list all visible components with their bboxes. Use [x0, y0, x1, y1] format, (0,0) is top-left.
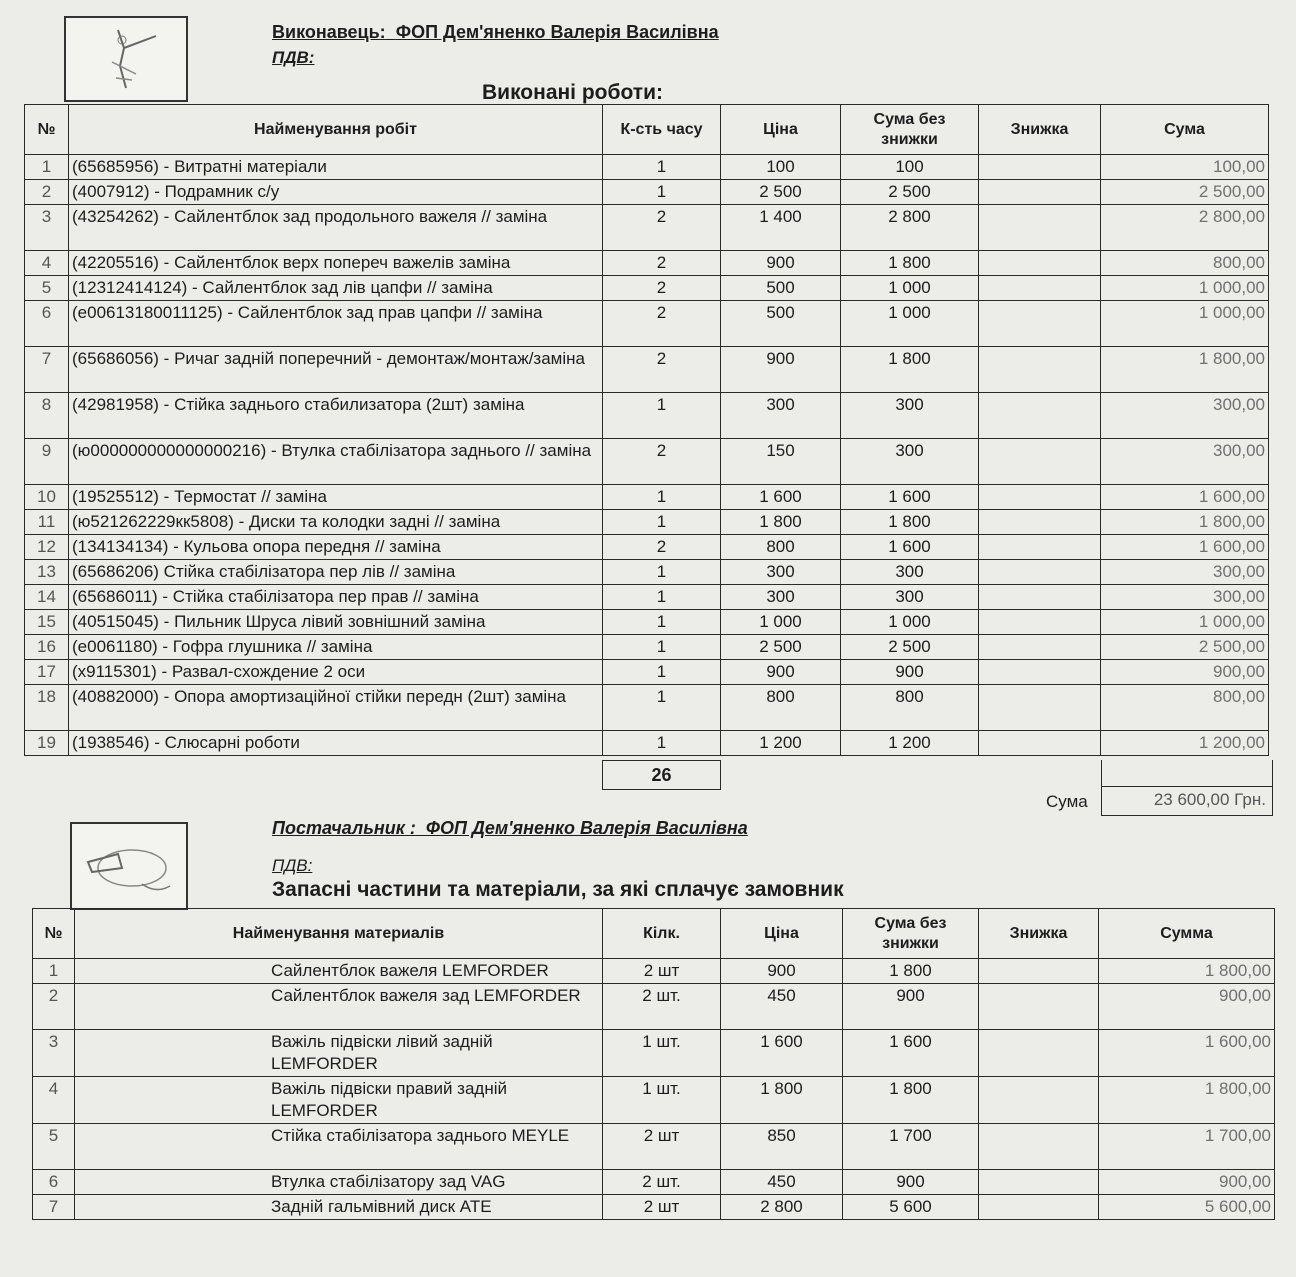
row-name: (ю521262229кк5808) - Диски та колодки задні // заміна [69, 510, 603, 535]
row-number: 11 [25, 510, 69, 535]
supplier-line [272, 818, 748, 839]
row-qty: 2 [603, 439, 721, 485]
row-price: 900 [721, 660, 841, 685]
works-total-hours: 26 [602, 760, 721, 790]
row-name: (12312414124) - Сайлентблок зад лів цапфи // заміна [69, 276, 603, 301]
row-qty: 1 [603, 155, 721, 180]
table-row [25, 439, 1269, 485]
row-number: 3 [33, 1030, 75, 1077]
works-col-discount: Знижка [979, 105, 1101, 155]
materials-col-name: Найменування материалів [75, 909, 603, 959]
sum-box-frame [1101, 760, 1273, 786]
row-number: 6 [33, 1170, 75, 1195]
row-discount [979, 959, 1099, 984]
row-discount [979, 685, 1101, 731]
works-col-name: Найменування робіт [69, 105, 603, 155]
row-sum-no-discount: 1 600 [841, 535, 979, 560]
row-discount [979, 660, 1101, 685]
row-discount [979, 635, 1101, 660]
row-name: Важіль підвіски правий задній LEMFORDER [75, 1077, 603, 1124]
row-qty: 2 шт [603, 1124, 721, 1170]
table-row [25, 610, 1269, 635]
row-discount [979, 393, 1101, 439]
row-sum-no-discount: 5 600 [843, 1195, 979, 1220]
row-name: (40882000) - Опора амортизаційної стійки передн (2шт) заміна [69, 685, 603, 731]
row-qty: 2 шт. [603, 984, 721, 1030]
row-number: 18 [25, 685, 69, 731]
materials-col-price: Ціна [721, 909, 843, 959]
row-qty: 2 шт [603, 1195, 721, 1220]
row-sum: 300,00 [1101, 585, 1269, 610]
works-col-no: № [25, 105, 69, 155]
row-discount [979, 301, 1101, 347]
row-sum-no-discount: 900 [841, 660, 979, 685]
row-sum-no-discount: 2 500 [841, 635, 979, 660]
row-name: Втулка стабілізатору зад VAG [75, 1170, 603, 1195]
row-sum: 900,00 [1099, 1170, 1275, 1195]
row-sum: 300,00 [1101, 393, 1269, 439]
row-qty: 1 [603, 560, 721, 585]
row-name: (65686056) - Ричаг задній поперечний - демонтаж/монтаж/заміна [69, 347, 603, 393]
works-col-qty: К-сть часу [603, 105, 721, 155]
row-number: 17 [25, 660, 69, 685]
table-row [33, 1077, 1275, 1124]
row-qty: 1 [603, 393, 721, 439]
table-row [25, 155, 1269, 180]
row-sum: 1 600,00 [1101, 485, 1269, 510]
row-discount [979, 251, 1101, 276]
table-row [25, 560, 1269, 585]
row-name: (1938546) - Слюсарні роботи [69, 731, 603, 756]
row-discount [979, 485, 1101, 510]
table-row [25, 535, 1269, 560]
row-qty: 2 [603, 301, 721, 347]
row-price: 2 500 [721, 180, 841, 205]
row-price: 900 [721, 251, 841, 276]
row-number: 9 [25, 439, 69, 485]
row-name: (42981958) - Стійка заднього стабилизатора (2шт) заміна [69, 393, 603, 439]
row-qty: 2 [603, 276, 721, 301]
row-sum-no-discount: 300 [841, 439, 979, 485]
supplier-label: Постачальник : [272, 818, 416, 838]
row-number: 4 [25, 251, 69, 276]
row-qty: 1 [603, 585, 721, 610]
row-number: 5 [25, 276, 69, 301]
row-discount [979, 560, 1101, 585]
table-row [25, 510, 1269, 535]
row-sum-no-discount: 300 [841, 585, 979, 610]
works-header-row [25, 105, 1269, 155]
row-name: Сайлентблок важеля зад LEMFORDER [75, 984, 603, 1030]
table-row [25, 301, 1269, 347]
table-row [33, 1124, 1275, 1170]
materials-col-discount: Знижка [979, 909, 1099, 959]
row-number: 13 [25, 560, 69, 585]
row-qty: 1 [603, 610, 721, 635]
row-number: 19 [25, 731, 69, 756]
row-price: 850 [721, 1124, 843, 1170]
row-sum: 1 800,00 [1099, 1077, 1275, 1124]
supplier-logo [70, 822, 188, 910]
row-name: Важіль підвіски лівий задній LEMFORDER [75, 1030, 603, 1077]
materials-col-sum: Сумма [1099, 909, 1275, 959]
table-row [25, 585, 1269, 610]
row-price: 1 400 [721, 205, 841, 251]
works-title: Виконані роботи: [482, 81, 663, 104]
row-qty: 2 [603, 251, 721, 276]
materials-table [32, 908, 1275, 1220]
row-discount [979, 439, 1101, 485]
row-number: 6 [25, 301, 69, 347]
row-discount [979, 1030, 1099, 1077]
row-discount [979, 610, 1101, 635]
row-sum: 1 000,00 [1101, 301, 1269, 347]
works-col-price: Ціна [721, 105, 841, 155]
table-row [25, 393, 1269, 439]
row-sum-no-discount: 1 000 [841, 301, 979, 347]
row-name: Задній гальмівний диск ATE [75, 1195, 603, 1220]
row-sum: 300,00 [1101, 560, 1269, 585]
materials-col-sum-nd: Сума без знижки [843, 909, 979, 959]
row-price: 900 [721, 959, 843, 984]
row-price: 1 800 [721, 1077, 843, 1124]
row-price: 150 [721, 439, 841, 485]
row-discount [979, 1077, 1099, 1124]
table-row [25, 685, 1269, 731]
table-row [25, 485, 1269, 510]
row-number: 1 [25, 155, 69, 180]
row-number: 14 [25, 585, 69, 610]
table-row [25, 276, 1269, 301]
row-name: (65685956) - Витратні матеріали [69, 155, 603, 180]
row-sum: 2 500,00 [1101, 180, 1269, 205]
row-number: 2 [25, 180, 69, 205]
materials-title: Запасні частини та матеріали, за які сплачує замовник [272, 878, 844, 901]
table-row [25, 635, 1269, 660]
row-sum-no-discount: 300 [841, 560, 979, 585]
row-discount [979, 205, 1101, 251]
supplier-name: ФОП Дем'яненко Валерія Василівна [425, 818, 748, 838]
row-number: 2 [33, 984, 75, 1030]
row-price: 300 [721, 560, 841, 585]
row-qty: 1 [603, 510, 721, 535]
row-name: (43254262) - Сайлентблок зад продольного важеля // заміна [69, 205, 603, 251]
row-sum-no-discount: 900 [843, 1170, 979, 1195]
row-sum: 900,00 [1099, 984, 1275, 1030]
row-discount [979, 1170, 1099, 1195]
row-sum: 900,00 [1101, 660, 1269, 685]
row-sum: 800,00 [1101, 685, 1269, 731]
row-sum-no-discount: 1 000 [841, 610, 979, 635]
row-sum: 1 800,00 [1101, 347, 1269, 393]
row-qty: 2 шт. [603, 1170, 721, 1195]
row-sum-no-discount: 300 [841, 393, 979, 439]
row-price: 1 000 [721, 610, 841, 635]
row-name: (ю000000000000000216) - Втулка стабілізатора заднього // заміна [69, 439, 603, 485]
row-price: 800 [721, 535, 841, 560]
performer-logo [64, 16, 188, 102]
row-name: (65686206) Стійка стабілізатора пер лів // заміна [69, 560, 603, 585]
works-table [24, 104, 1269, 756]
table-row [25, 180, 1269, 205]
row-qty: 1 шт. [603, 1030, 721, 1077]
row-sum-no-discount: 1 200 [841, 731, 979, 756]
row-price: 2 500 [721, 635, 841, 660]
row-name: (42205516) - Сайлентблок верх попереч важелів заміна [69, 251, 603, 276]
row-sum: 1 800,00 [1099, 959, 1275, 984]
row-qty: 1 [603, 180, 721, 205]
row-number: 1 [33, 959, 75, 984]
row-price: 450 [721, 1170, 843, 1195]
row-sum-no-discount: 800 [841, 685, 979, 731]
row-qty: 1 [603, 685, 721, 731]
row-discount [979, 347, 1101, 393]
row-price: 300 [721, 393, 841, 439]
row-discount [979, 731, 1101, 756]
row-sum-no-discount: 1 600 [843, 1030, 979, 1077]
materials-col-no: № [33, 909, 75, 959]
row-qty: 1 [603, 660, 721, 685]
row-price: 450 [721, 984, 843, 1030]
performer-line [272, 22, 719, 43]
row-number: 7 [33, 1195, 75, 1220]
works-col-sum: Сума [1101, 105, 1269, 155]
row-number: 7 [25, 347, 69, 393]
row-price: 500 [721, 301, 841, 347]
row-qty: 1 [603, 635, 721, 660]
row-discount [979, 155, 1101, 180]
row-sum-no-discount: 2 800 [841, 205, 979, 251]
table-row [33, 984, 1275, 1030]
row-price: 800 [721, 685, 841, 731]
row-sum: 800,00 [1101, 251, 1269, 276]
row-sum-no-discount: 1 800 [841, 347, 979, 393]
row-name: Сайлентблок важеля LEMFORDER [75, 959, 603, 984]
row-price: 1 600 [721, 485, 841, 510]
row-sum: 100,00 [1101, 155, 1269, 180]
row-qty: 2 [603, 205, 721, 251]
row-sum: 1 000,00 [1101, 276, 1269, 301]
row-name: (4007912) - Подрамник с/у [69, 180, 603, 205]
row-discount [979, 276, 1101, 301]
row-sum-no-discount: 1 800 [841, 251, 979, 276]
row-name: (134134134) - Кульова опора передня // заміна [69, 535, 603, 560]
row-name: (65686011) - Стійка стабілізатора пер прав // заміна [69, 585, 603, 610]
row-qty: 1 шт. [603, 1077, 721, 1124]
row-name: (e0061180) - Гофра глушника // заміна [69, 635, 603, 660]
row-price: 300 [721, 585, 841, 610]
performer-label: Виконавець: [272, 22, 386, 42]
row-name: (e00613180011125) - Сайлентблок зад прав цапфи // заміна [69, 301, 603, 347]
row-number: 3 [25, 205, 69, 251]
row-sum-no-discount: 1 800 [841, 510, 979, 535]
stamp-sketch-icon [72, 824, 186, 908]
row-qty: 2 [603, 535, 721, 560]
row-sum: 300,00 [1101, 439, 1269, 485]
row-price: 1 200 [721, 731, 841, 756]
supplier-vat: ПДВ: [272, 856, 313, 875]
row-number: 15 [25, 610, 69, 635]
row-discount [979, 984, 1099, 1030]
row-sum-no-discount: 100 [841, 155, 979, 180]
row-sum-no-discount: 1 600 [841, 485, 979, 510]
row-number: 12 [25, 535, 69, 560]
row-sum-no-discount: 1 700 [843, 1124, 979, 1170]
row-sum: 1 700,00 [1099, 1124, 1275, 1170]
row-discount [979, 1195, 1099, 1220]
row-sum-no-discount: 1 800 [843, 959, 979, 984]
table-row [33, 1195, 1275, 1220]
row-sum: 1 000,00 [1101, 610, 1269, 635]
table-row [25, 347, 1269, 393]
row-sum-no-discount: 1 000 [841, 276, 979, 301]
row-discount [979, 510, 1101, 535]
row-sum: 2 800,00 [1101, 205, 1269, 251]
table-row [25, 251, 1269, 276]
row-sum: 2 500,00 [1101, 635, 1269, 660]
row-discount [979, 535, 1101, 560]
materials-header-row [33, 909, 1275, 959]
row-price: 100 [721, 155, 841, 180]
row-price: 2 800 [721, 1195, 843, 1220]
performer-name: ФОП Дем'яненко Валерія Василівна [395, 22, 719, 42]
row-qty: 1 [603, 485, 721, 510]
row-price: 1 800 [721, 510, 841, 535]
row-sum: 1 600,00 [1099, 1030, 1275, 1077]
works-sum-value: 23 600,00 Грн. [1101, 786, 1273, 816]
row-name: (40515045) - Пильник Шруса лівий зовнішний заміна [69, 610, 603, 635]
table-row [33, 1030, 1275, 1077]
row-price: 900 [721, 347, 841, 393]
works-sum-label: Сума [1046, 792, 1088, 811]
row-sum: 5 600,00 [1099, 1195, 1275, 1220]
table-row [33, 1170, 1275, 1195]
row-sum: 1 600,00 [1101, 535, 1269, 560]
row-qty: 2 шт [603, 959, 721, 984]
materials-col-qty: Кілк. [603, 909, 721, 959]
row-name: (19525512) - Термостат // заміна [69, 485, 603, 510]
row-number: 5 [33, 1124, 75, 1170]
row-sum: 1 800,00 [1101, 510, 1269, 535]
table-row [25, 731, 1269, 756]
row-price: 500 [721, 276, 841, 301]
row-name: Стійка стабілізатора заднього MEYLE [75, 1124, 603, 1170]
row-number: 4 [33, 1077, 75, 1124]
table-row [33, 959, 1275, 984]
row-sum-no-discount: 900 [843, 984, 979, 1030]
row-sum-no-discount: 1 800 [843, 1077, 979, 1124]
row-number: 8 [25, 393, 69, 439]
row-qty: 1 [603, 731, 721, 756]
row-number: 10 [25, 485, 69, 510]
works-col-sum-nd: Сума без знижки [841, 105, 979, 155]
row-sum: 1 200,00 [1101, 731, 1269, 756]
row-discount [979, 1124, 1099, 1170]
table-row [25, 660, 1269, 685]
row-discount [979, 180, 1101, 205]
row-name: (x9115301) - Развал-схождение 2 оси [69, 660, 603, 685]
performer-vat: ПДВ: [272, 48, 315, 67]
row-sum-no-discount: 2 500 [841, 180, 979, 205]
row-discount [979, 585, 1101, 610]
row-number: 16 [25, 635, 69, 660]
row-qty: 2 [603, 347, 721, 393]
row-price: 1 600 [721, 1030, 843, 1077]
stamp-sketch-icon [66, 18, 186, 100]
table-row [25, 205, 1269, 251]
